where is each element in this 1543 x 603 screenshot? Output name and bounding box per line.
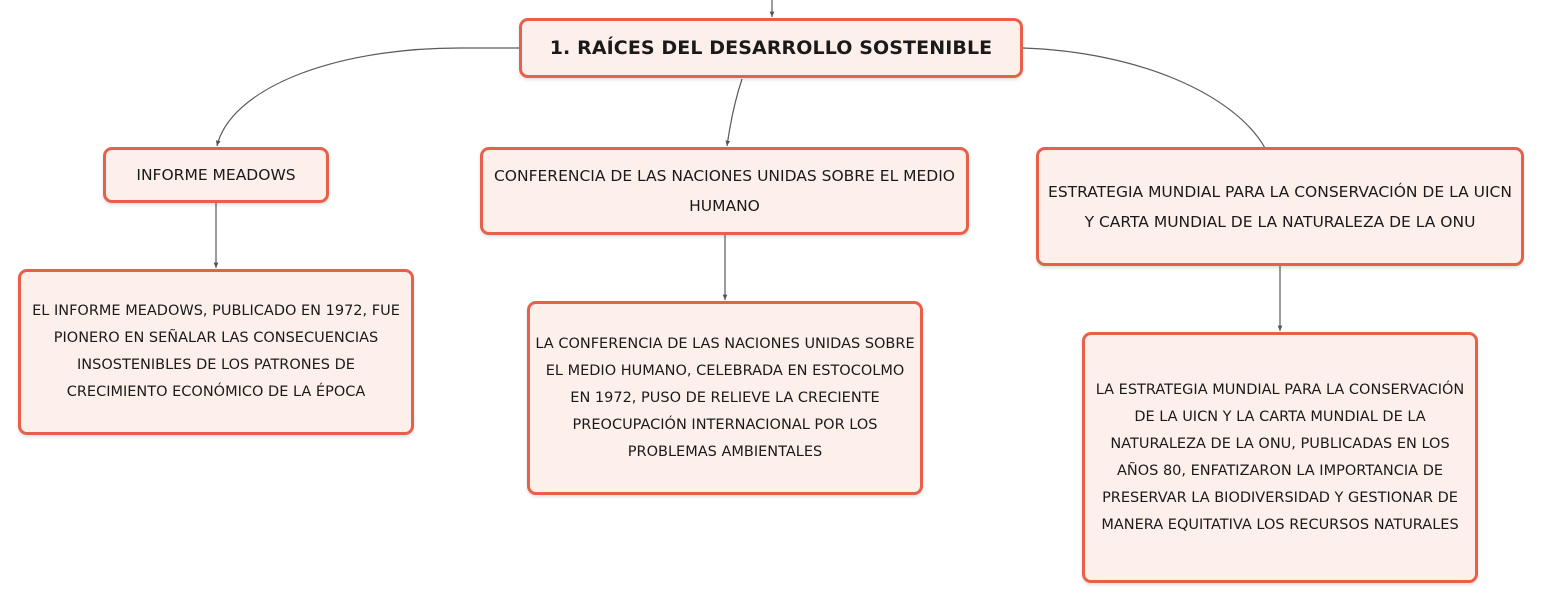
root-node[interactable]	[519, 18, 1023, 78]
detail-node-informe-meadows[interactable]	[18, 269, 414, 435]
connector-root-to-meadows	[217, 48, 519, 146]
connector-root-to-conference	[727, 79, 742, 146]
topic-node-informe-meadows[interactable]	[103, 147, 329, 203]
detail-node-conferencia-naciones-unidas[interactable]	[527, 301, 923, 495]
root-node-label: 1. RAÍCES DEL DESARROLLO SOSTENIBLE	[549, 37, 993, 59]
topic-node-label: ESTRATEGIA MUNDIAL PARA LA CONSERVACIÓN DE LA UICN Y CARTA MUNDIAL DE LA NATURALEZA DE LA ONU	[1048, 182, 1512, 231]
topic-node-label: INFORME MEADOWS	[136, 166, 296, 184]
connector-root-to-strategy	[1023, 48, 1265, 148]
topic-node-conferencia-naciones-unidas[interactable]	[480, 147, 969, 235]
detail-node-text: LA ESTRATEGIA MUNDIAL PARA LA CONSERVACIÓN DE LA UICN Y LA CARTA MUNDIAL DE LA NATURALEZA DE LA ONU, PUBLICADAS EN LOS AÑOS 80, ENFATIZARON LA IMPORTANCIA DE PRESERVAR LA BIODIVERSIDAD Y GESTIONAR DE MANERA EQUITATIVA LOS RECURSOS NATURALES	[1095, 381, 1465, 533]
topic-node-label: CONFERENCIA DE LAS NACIONES UNIDAS SOBRE EL MEDIO HUMANO	[493, 167, 956, 215]
detail-node-text: EL INFORME MEADOWS, PUBLICADO EN 1972, FUE PIONERO EN SEÑALAR LAS CONSECUENCIAS INSOSTENIBLES DE LOS PATRONES DE CRECIMIENTO ECONÓMICO DE LA ÉPOCA	[32, 303, 400, 400]
detail-node-estrategia-mundial[interactable]	[1082, 332, 1478, 583]
topic-node-estrategia-mundial[interactable]	[1036, 147, 1524, 266]
detail-node-text: LA CONFERENCIA DE LAS NACIONES UNIDAS SOBRE EL MEDIO HUMANO, CELEBRADA EN ESTOCOLMO EN 1972, PUSO DE RELIEVE LA CRECIENTE PREOCUPACIÓN INTERNACIONAL POR LOS PROBLEMAS AMBIENTALES	[535, 335, 915, 460]
